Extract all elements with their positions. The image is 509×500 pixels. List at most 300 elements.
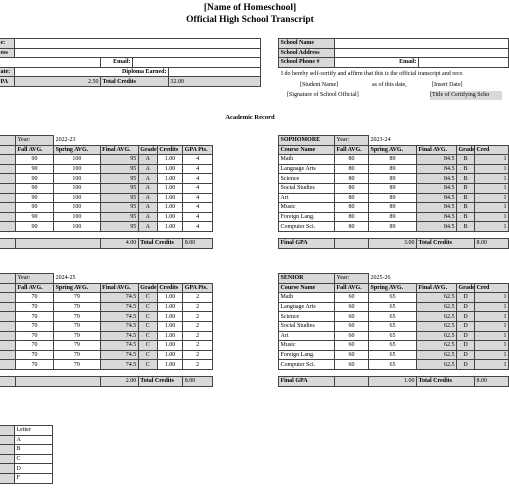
grade-cell: C xyxy=(138,350,157,360)
final-avg-cell: 95 xyxy=(100,155,138,165)
column-header: Grade xyxy=(458,146,475,153)
column-header: Fall AVG. xyxy=(15,145,53,155)
table-row xyxy=(279,312,509,322)
student-name-field[interactable] xyxy=(15,39,261,49)
total-credits-value: 8.00 xyxy=(183,376,213,386)
grade-cell: B xyxy=(457,155,475,165)
fall-avg-cell: 80 xyxy=(335,193,369,203)
grade-cell: C xyxy=(138,341,157,351)
column-header: Grade xyxy=(458,284,475,291)
final-avg-cell: 62.5 xyxy=(417,312,457,322)
spring-avg-cell: 79 xyxy=(54,312,101,322)
grade-key-spacer xyxy=(0,445,15,455)
spring-avg-cell: 89 xyxy=(369,193,417,203)
gpa-points-cell: 2 xyxy=(183,360,213,370)
credits-cell: 1 xyxy=(475,341,509,351)
spring-avg-cell: 89 xyxy=(369,212,417,222)
grade-cell: C xyxy=(138,312,157,322)
school-name-field[interactable] xyxy=(335,39,509,49)
final-avg-cell: 95 xyxy=(100,222,138,232)
course-name-cell xyxy=(0,193,15,203)
credits-cell: 1 xyxy=(475,331,509,341)
final-avg-cell: 95 xyxy=(100,174,138,184)
final-gpa-label: Final GPA xyxy=(279,376,335,386)
total-credits-label: Total Credits xyxy=(138,376,182,386)
certify-statement: I do hereby self-certify and affirm that this is the official transcript and reco xyxy=(281,71,463,77)
grade-cell: B xyxy=(457,174,475,184)
grade-key-spacer xyxy=(0,464,15,474)
school-phone-label: School Phone # xyxy=(279,58,335,68)
column-header: Spring AVG. xyxy=(369,145,417,155)
course-name-cell: Music xyxy=(279,203,335,213)
fall-avg-cell: 60 xyxy=(335,293,369,303)
course-name-cell: Science xyxy=(279,312,335,322)
year-value: 2022-23 xyxy=(55,137,76,144)
column-header: Course Name xyxy=(279,283,335,293)
school-email-field[interactable] xyxy=(419,58,509,68)
course-name-cell: Social Studies xyxy=(279,183,335,193)
fall-avg-cell: 60 xyxy=(335,331,369,341)
fall-avg-cell: 90 xyxy=(15,193,53,203)
total-credits-value: 8.00 xyxy=(475,376,509,386)
spring-avg-cell: 100 xyxy=(54,155,101,165)
as-of-date-text: as of this date, xyxy=(372,82,407,88)
fall-avg-cell: 70 xyxy=(15,293,53,303)
table-row xyxy=(0,360,213,370)
final-avg-cell: 95 xyxy=(100,203,138,213)
credits-cell: 1.00 xyxy=(157,193,182,203)
table-row xyxy=(279,293,509,303)
course-name-cell: Social Studies xyxy=(279,321,335,331)
spring-avg-cell: 79 xyxy=(54,350,101,360)
spring-avg-cell: 65 xyxy=(369,341,417,351)
column-header: Grade xyxy=(140,146,157,153)
grade-cell: A xyxy=(138,164,157,174)
final-avg-cell: 84.5 xyxy=(417,155,457,165)
table-row xyxy=(279,321,509,331)
grade-cell: B xyxy=(457,222,475,232)
column-header: GPA Pts. xyxy=(183,283,213,293)
column-header: Credits xyxy=(157,283,182,293)
spring-avg-cell: 79 xyxy=(54,360,101,370)
final-avg-cell: 62.5 xyxy=(417,341,457,351)
course-name-cell xyxy=(0,331,15,341)
gpa-points-cell: 2 xyxy=(183,331,213,341)
credits-cell: 1 xyxy=(475,203,509,213)
fall-avg-cell: 80 xyxy=(335,183,369,193)
table-row xyxy=(279,203,509,213)
spring-avg-cell: 65 xyxy=(369,302,417,312)
gpa-points-cell: 2 xyxy=(183,350,213,360)
spring-avg-cell: 89 xyxy=(369,222,417,232)
grade-cell: D xyxy=(457,321,475,331)
grade-cell: A xyxy=(138,212,157,222)
course-name-cell: Foreign Lang. xyxy=(279,212,335,222)
spring-avg-cell: 79 xyxy=(54,321,101,331)
credits-cell: 1.00 xyxy=(157,331,182,341)
fall-avg-cell: 70 xyxy=(15,321,53,331)
school-address-field[interactable] xyxy=(335,48,509,58)
student-name-label: e: xyxy=(0,39,15,49)
table-row xyxy=(279,193,509,203)
final-avg-cell: 84.5 xyxy=(417,222,457,232)
fall-avg-cell: 60 xyxy=(335,341,369,351)
student-email-field[interactable] xyxy=(133,58,261,68)
credits-cell: 1.00 xyxy=(157,174,182,184)
final-gpa-label: Final GPA xyxy=(279,238,335,248)
final-gpa-value: 2.00 xyxy=(100,376,138,386)
total-credits-value: 8.00 xyxy=(475,238,509,248)
table-row xyxy=(0,341,213,351)
final-avg-cell: 74.5 xyxy=(100,350,138,360)
spring-avg-cell: 65 xyxy=(369,350,417,360)
course-name-cell xyxy=(0,174,15,184)
total-credits-label: Total Credits xyxy=(138,238,182,248)
gpa-points-cell: 2 xyxy=(183,341,213,351)
table-row xyxy=(0,293,213,303)
final-avg-cell: 84.5 xyxy=(417,183,457,193)
final-gpa-value: 4.00 xyxy=(100,238,138,248)
final-gpa-value: 3.00 xyxy=(369,238,417,248)
credits-cell: 1 xyxy=(475,312,509,322)
school-email-label: Email: xyxy=(335,58,419,68)
final-avg-cell: 74.5 xyxy=(100,312,138,322)
final-avg-cell: 74.5 xyxy=(100,293,138,303)
credits-cell: 1.00 xyxy=(157,321,182,331)
final-avg-cell: 74.5 xyxy=(100,360,138,370)
total-credits-label: Total Credits xyxy=(417,376,475,386)
spring-avg-cell: 65 xyxy=(369,293,417,303)
column-header: Final AVG. xyxy=(100,145,138,155)
column-header: Final AVG. xyxy=(417,145,457,155)
credits-cell: 1.00 xyxy=(157,360,182,370)
gpa-points-cell: 4 xyxy=(183,222,213,232)
credits-cell: 1.00 xyxy=(157,155,182,165)
grade-cell: C xyxy=(138,302,157,312)
final-avg-cell: 84.5 xyxy=(417,212,457,222)
spring-avg-cell: 89 xyxy=(369,155,417,165)
senior-grades-table xyxy=(278,273,509,387)
grade-level-label: SOPHOMORE xyxy=(279,136,335,146)
grade-cell: D xyxy=(457,341,475,351)
table-row xyxy=(0,183,213,193)
table-row xyxy=(0,302,213,312)
final-avg-cell: 84.5 xyxy=(417,193,457,203)
fall-avg-cell: 70 xyxy=(15,350,53,360)
table-row xyxy=(0,331,213,341)
student-email-label: Email: xyxy=(101,58,133,68)
grade-cell: C xyxy=(138,360,157,370)
table-row xyxy=(279,212,509,222)
credits-cell: 1.00 xyxy=(157,341,182,351)
table-row xyxy=(0,321,213,331)
column-header: GPA Pts. xyxy=(183,145,213,155)
fall-avg-cell: 60 xyxy=(335,302,369,312)
grade-cell: D xyxy=(457,350,475,360)
gpa-points-cell: 4 xyxy=(183,183,213,193)
grade-cell: D xyxy=(457,331,475,341)
course-name-cell: Computer Sci. xyxy=(279,360,335,370)
course-name-cell: Computer Sci. xyxy=(279,222,335,232)
table-row xyxy=(0,222,213,232)
year-label: Year: xyxy=(335,136,369,146)
final-avg-cell: 74.5 xyxy=(100,341,138,351)
gpa-points-cell: 4 xyxy=(183,155,213,165)
grade-level-label: SENIOR xyxy=(279,274,335,284)
fall-avg-cell: 90 xyxy=(15,203,53,213)
grade-letter: A xyxy=(15,435,53,445)
spring-avg-cell: 100 xyxy=(54,174,101,184)
grade-cell: A xyxy=(138,222,157,232)
table-row xyxy=(279,302,509,312)
course-name-cell: Language Arts xyxy=(279,302,335,312)
course-name-cell xyxy=(0,222,15,232)
spring-avg-cell: 100 xyxy=(54,183,101,193)
insert-date-placeholder: [Insert Date] xyxy=(432,82,463,88)
grade-cell: C xyxy=(138,331,157,341)
table-row xyxy=(279,331,509,341)
column-header: Fall AVG. xyxy=(15,283,53,293)
final-avg-cell: 62.5 xyxy=(417,321,457,331)
column-header: Spring AVG. xyxy=(54,145,101,155)
final-avg-cell: 84.5 xyxy=(417,164,457,174)
final-avg-cell: 74.5 xyxy=(100,302,138,312)
credits-cell: 1.00 xyxy=(157,222,182,232)
spring-avg-cell: 65 xyxy=(369,312,417,322)
total-credits-label: Total Credits xyxy=(417,238,475,248)
course-name-cell xyxy=(0,155,15,165)
fall-avg-cell: 90 xyxy=(15,212,53,222)
credits-cell: 1.00 xyxy=(157,350,182,360)
grade-key-spacer xyxy=(0,473,15,483)
fall-avg-cell: 60 xyxy=(335,350,369,360)
credits-cell: 1.00 xyxy=(157,302,182,312)
final-avg-cell: 62.5 xyxy=(417,331,457,341)
final-avg-cell: 74.5 xyxy=(100,321,138,331)
column-header: Cred xyxy=(475,283,509,293)
certifying-title-placeholder: [Title of Certifying Scho xyxy=(430,91,502,100)
table-row xyxy=(0,212,213,222)
gpa-points-cell: 2 xyxy=(183,312,213,322)
credits-cell: 1.00 xyxy=(157,293,182,303)
spring-avg-cell: 100 xyxy=(54,193,101,203)
credits-cell: 1 xyxy=(475,155,509,165)
grade-cell: B xyxy=(457,164,475,174)
fall-avg-cell: 80 xyxy=(335,212,369,222)
table-row xyxy=(279,183,509,193)
grade-cell: D xyxy=(457,360,475,370)
credits-cell: 1 xyxy=(475,174,509,184)
table-row xyxy=(279,341,509,351)
fall-avg-cell: 70 xyxy=(15,341,53,351)
column-header: Credits xyxy=(157,145,182,155)
credits-cell: 1 xyxy=(475,212,509,222)
homeschool-name-title: [Name of Homeschool] xyxy=(203,3,297,13)
gpa-points-cell: 4 xyxy=(183,193,213,203)
signature-placeholder: [Signature of School Official] xyxy=(287,92,359,98)
spring-avg-cell: 79 xyxy=(54,341,101,351)
course-name-cell: Art xyxy=(279,193,335,203)
column-header: Cred xyxy=(475,145,509,155)
grade-key-spacer xyxy=(0,435,15,445)
table-row xyxy=(279,360,509,370)
grade-letter: C xyxy=(15,454,53,464)
fall-avg-cell: 70 xyxy=(15,331,53,341)
final-avg-cell: 74.5 xyxy=(100,331,138,341)
table-row xyxy=(0,155,213,165)
gpa-points-cell: 4 xyxy=(183,212,213,222)
course-name-cell: Music xyxy=(279,341,335,351)
academic-record-heading: Academic Record xyxy=(225,114,275,121)
final-avg-cell: 95 xyxy=(100,183,138,193)
fall-avg-cell: 90 xyxy=(15,155,53,165)
spring-avg-cell: 100 xyxy=(54,222,101,232)
total-credits-value: 32.00 xyxy=(169,77,261,87)
grade-key-table xyxy=(0,425,53,484)
grade-key-header: Letter xyxy=(15,426,53,436)
table-row xyxy=(279,155,509,165)
fall-avg-cell: 90 xyxy=(15,164,53,174)
student-info-table xyxy=(0,38,261,87)
credits-cell: 1.00 xyxy=(157,164,182,174)
column-header: Final AVG. xyxy=(417,283,457,293)
credits-cell: 1 xyxy=(475,350,509,360)
sophomore-grades-table xyxy=(278,135,509,249)
spring-avg-cell: 65 xyxy=(369,360,417,370)
course-name-cell xyxy=(0,302,15,312)
credits-cell: 1.00 xyxy=(157,212,182,222)
cumulative-gpa-label: PA xyxy=(0,77,15,87)
fall-avg-cell: 70 xyxy=(15,302,53,312)
year-label: Year: xyxy=(335,274,369,284)
course-name-cell: Math xyxy=(279,293,335,303)
student-phone-field[interactable] xyxy=(0,58,101,68)
table-row xyxy=(279,222,509,232)
column-header: Grade xyxy=(140,284,157,291)
course-name-cell xyxy=(0,312,15,322)
student-address-field[interactable] xyxy=(15,48,261,58)
column-header: Final AVG. xyxy=(100,283,138,293)
year-value: 2023-24 xyxy=(370,137,391,144)
credits-cell: 1 xyxy=(475,164,509,174)
junior-grades-table xyxy=(0,273,213,387)
grade-key-row xyxy=(0,435,53,445)
final-avg-cell: 84.5 xyxy=(417,203,457,213)
grade-key-row xyxy=(0,454,53,464)
fall-avg-cell: 80 xyxy=(335,222,369,232)
credits-cell: 1.00 xyxy=(157,203,182,213)
spring-avg-cell: 79 xyxy=(54,331,101,341)
course-name-cell xyxy=(0,341,15,351)
spring-avg-cell: 65 xyxy=(369,321,417,331)
year-label: Year: xyxy=(15,136,53,146)
year-value: 2024-25 xyxy=(55,275,76,282)
course-name-cell: Art xyxy=(279,331,335,341)
final-avg-cell: 62.5 xyxy=(417,350,457,360)
grade-letter: D xyxy=(15,464,53,474)
grade-cell: D xyxy=(457,302,475,312)
cumulative-gpa-value: 2.50 xyxy=(15,77,101,87)
spring-avg-cell: 89 xyxy=(369,174,417,184)
grade-cell: C xyxy=(138,321,157,331)
table-row xyxy=(0,350,213,360)
spring-avg-cell: 100 xyxy=(54,203,101,213)
grade-cell: D xyxy=(457,293,475,303)
diploma-earned-label: Diploma Earned: xyxy=(15,67,169,77)
spring-avg-cell: 100 xyxy=(54,164,101,174)
school-name-label: School Name xyxy=(279,39,335,49)
year-value: 2025-26 xyxy=(370,275,391,282)
grade-cell: A xyxy=(138,155,157,165)
course-name-cell xyxy=(0,293,15,303)
fall-avg-cell: 80 xyxy=(335,203,369,213)
fall-avg-cell: 70 xyxy=(15,360,53,370)
transcript-title: Official High School Transcript xyxy=(186,15,314,25)
gpa-points-cell: 4 xyxy=(183,174,213,184)
credits-cell: 1 xyxy=(475,321,509,331)
table-row xyxy=(0,312,213,322)
course-name-cell: Language Arts xyxy=(279,164,335,174)
diploma-earned-field[interactable] xyxy=(169,67,261,77)
course-name-cell xyxy=(0,350,15,360)
student-name-placeholder: [Student Name] xyxy=(300,82,339,88)
credits-cell: 1 xyxy=(475,183,509,193)
final-avg-cell: 62.5 xyxy=(417,302,457,312)
spring-avg-cell: 89 xyxy=(369,203,417,213)
gpa-points-cell: 4 xyxy=(183,164,213,174)
grad-date-label: ate: xyxy=(0,67,15,77)
grade-cell: B xyxy=(457,193,475,203)
credits-cell: 1 xyxy=(475,193,509,203)
table-row xyxy=(279,174,509,184)
grade-cell: B xyxy=(457,183,475,193)
fall-avg-cell: 60 xyxy=(335,360,369,370)
table-row xyxy=(0,193,213,203)
gpa-points-cell: 2 xyxy=(183,302,213,312)
course-name-cell: Science xyxy=(279,174,335,184)
grade-cell: C xyxy=(138,293,157,303)
grade-cell: D xyxy=(457,312,475,322)
course-name-cell xyxy=(0,183,15,193)
course-name-cell xyxy=(0,164,15,174)
course-name-cell: Math xyxy=(279,155,335,165)
table-row xyxy=(279,164,509,174)
grade-cell: A xyxy=(138,174,157,184)
spring-avg-cell: 65 xyxy=(369,331,417,341)
column-header: Spring AVG. xyxy=(369,283,417,293)
spring-avg-cell: 79 xyxy=(54,293,101,303)
grade-cell: A xyxy=(138,183,157,193)
table-row xyxy=(0,174,213,184)
course-name-cell xyxy=(0,212,15,222)
total-credits-value: 8.00 xyxy=(183,238,213,248)
table-row xyxy=(0,203,213,213)
spring-avg-cell: 89 xyxy=(369,164,417,174)
final-avg-cell: 62.5 xyxy=(417,360,457,370)
course-name-cell xyxy=(0,203,15,213)
fall-avg-cell: 80 xyxy=(335,164,369,174)
table-row xyxy=(0,164,213,174)
final-gpa-value: 1.00 xyxy=(369,376,417,386)
fall-avg-cell: 90 xyxy=(15,183,53,193)
grade-key-row xyxy=(0,445,53,455)
course-name-cell xyxy=(0,321,15,331)
course-name-cell: Foreign Lang. xyxy=(279,350,335,360)
grade-letter: B xyxy=(15,445,53,455)
grade-key-spacer xyxy=(0,454,15,464)
credits-cell: 1 xyxy=(475,360,509,370)
spring-avg-cell: 79 xyxy=(54,302,101,312)
